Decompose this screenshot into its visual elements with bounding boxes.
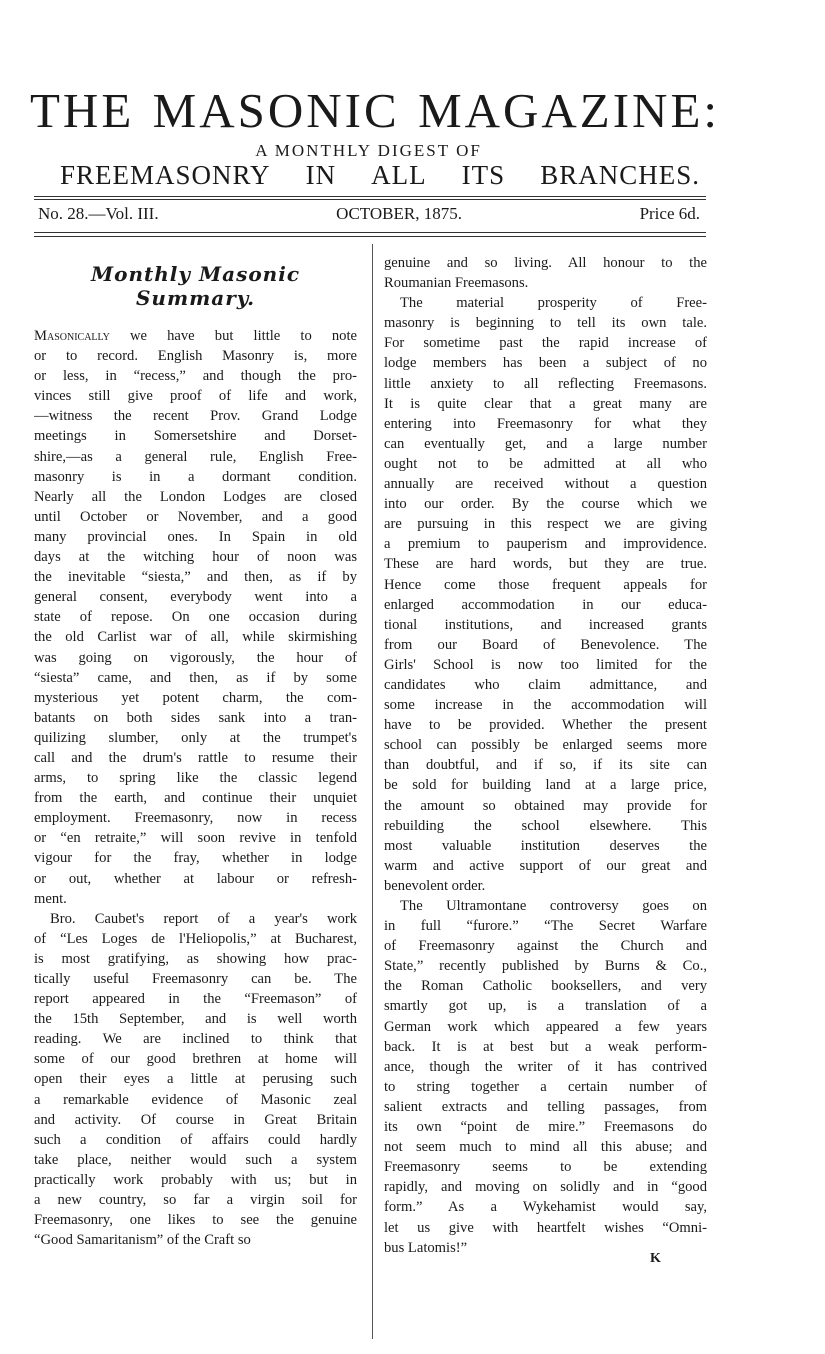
subtitle-word: ITS bbox=[461, 160, 506, 190]
text-line: rebuilding the school elsewhere. This bbox=[384, 817, 707, 834]
text-line: or “en retraite,” will soon revive in tenfold bbox=[34, 830, 357, 847]
text-line: vigour for the fray, whether in lodge bbox=[34, 850, 357, 867]
text-line: smartly got up, is a translation of a bbox=[384, 998, 707, 1015]
text-line: was going on vigorously, the hour of bbox=[34, 649, 357, 666]
masthead-rule-top-double bbox=[34, 199, 706, 200]
text-line: the inevitable “siesta,” and then, as if by bbox=[34, 569, 357, 586]
title-word: THE bbox=[30, 83, 135, 138]
text-line: into our order. By the course which we bbox=[384, 496, 707, 513]
subtitle-word: BRANCHES. bbox=[540, 160, 700, 190]
text-line: from our Board of Benevolence. The bbox=[384, 636, 707, 653]
text-line: the old Carlist war of all, while skirmishing bbox=[34, 629, 357, 646]
text-line: take place, neither would such a system bbox=[34, 1151, 357, 1168]
text-line: “siesta” came, and then, as if by some bbox=[34, 669, 357, 686]
issue-rule-bottom-double bbox=[34, 236, 706, 237]
text-line: school can possibly be enlarged seems more bbox=[384, 737, 707, 754]
text-line: the amount so obtained may provide for bbox=[384, 797, 707, 814]
text-line: or less, in “recess,” and though the pro- bbox=[34, 368, 357, 385]
text-line: entering into Freemasonry for what they bbox=[384, 415, 707, 432]
text-line: open their eyes a little at perusing such bbox=[34, 1071, 357, 1088]
text-line: the 15th September, and is well worth bbox=[34, 1011, 357, 1028]
text-line: German work which appeared a few years bbox=[384, 1018, 707, 1035]
text-line: masonry is in a dormant condition. bbox=[34, 468, 357, 485]
text-line: quilizing slumber, only at the trumpet's bbox=[34, 729, 357, 746]
text-line: or out, whether at labour or refresh- bbox=[34, 870, 357, 887]
title-word: MASONIC bbox=[152, 83, 400, 138]
text-line: some of our good brethren at home will bbox=[34, 1051, 357, 1068]
text-line: be sold for building land at a large price, bbox=[384, 777, 707, 794]
text-line: “Good Samaritanism” of the Craft so bbox=[34, 1232, 251, 1249]
text-line: not seem much to mind all this abuse; and bbox=[384, 1139, 707, 1156]
issue-price: Price 6d. bbox=[639, 204, 700, 223]
text-line: arms, to spring like the classic legend bbox=[34, 770, 357, 787]
text-line: and activity. Of course in Great Britain bbox=[34, 1111, 357, 1128]
text-line: For sometime past the rapid increase of bbox=[384, 335, 707, 352]
issue-rule-bottom bbox=[34, 232, 706, 233]
text-line: rapidly, and moving on solidly and in “good bbox=[384, 1179, 707, 1196]
text-line: ment. bbox=[34, 890, 67, 907]
subtitle-word: FREEMASONRY bbox=[60, 160, 271, 190]
text-line: from the earth, and continue their unquiet bbox=[34, 790, 357, 807]
text-line: a new country, so far a virgin soil for bbox=[34, 1192, 357, 1209]
text-line: are pursuing in this respect we are giving bbox=[384, 516, 707, 533]
text-line: reading. We are inclined to think that bbox=[34, 1031, 357, 1048]
text-line: salient extracts and telling passages, from bbox=[384, 1098, 707, 1115]
text-line: The Ultramontane controversy goes on bbox=[400, 898, 707, 914]
text-line: let us give with heartfelt wishes “Omni- bbox=[384, 1219, 707, 1236]
text-line: State,” recently published by Burns & Co., bbox=[384, 958, 707, 975]
article-signature: K bbox=[650, 1251, 661, 1266]
text-line: These are hard words, but they are true. bbox=[384, 556, 707, 573]
text-line: Freemasonry, one likes to see the genuine bbox=[34, 1212, 357, 1229]
text-line: the Roman Catholic booksellers, and very bbox=[384, 978, 707, 995]
issue-info bbox=[38, 204, 700, 224]
magazine-title bbox=[30, 83, 720, 138]
subtitle-word: IN bbox=[305, 160, 337, 190]
column-divider bbox=[372, 244, 373, 1339]
magazine-subtitle-secondary bbox=[60, 162, 700, 189]
text-line: tically useful Freemasonry can be. The bbox=[34, 971, 357, 987]
text-line: practically work probably with us; but in bbox=[34, 1171, 357, 1188]
text-line: form.” As a Wykehamist would say, bbox=[384, 1199, 707, 1216]
article-left-column bbox=[34, 326, 357, 1250]
text-line: some increase in the accommodation will bbox=[384, 697, 707, 714]
text-line: days at the witching hour of noon was bbox=[34, 549, 357, 566]
text-line: lodge members has been a subject of no bbox=[384, 355, 707, 372]
text-line: Bro. Caubet's report of a year's work bbox=[50, 910, 357, 927]
text-line: a remarkable evidence of Masonic zeal bbox=[34, 1091, 357, 1108]
text-line: tional institutions, and increased grants bbox=[384, 616, 707, 633]
text-line: genuine and so living. All honour to the bbox=[384, 255, 707, 271]
text-line: Hence come those frequent appeals for bbox=[384, 576, 707, 593]
article-title: Monthly Masonic Summary. bbox=[91, 262, 300, 310]
text-line: vinces still give proof of life and work, bbox=[34, 388, 357, 405]
text-line: a premium to pauperism and improvidence. bbox=[384, 536, 707, 553]
text-line: The material prosperity of Free- bbox=[400, 295, 707, 312]
text-line: back. It is at best but a weak perform- bbox=[384, 1038, 707, 1055]
masthead-rule-top bbox=[34, 196, 706, 197]
text-line: of “Les Loges de l'Heliopolis,” at Bucharest, bbox=[34, 930, 357, 947]
issue-number: No. 28.—Vol. III. bbox=[38, 204, 159, 223]
text-line: —witness the recent Prov. Grand Lodge bbox=[34, 408, 357, 425]
text-line: general consent, everybody went into a bbox=[34, 589, 357, 606]
text-line: It is quite clear that a great many are bbox=[384, 395, 707, 412]
text-line: until October or November, and a good bbox=[34, 508, 357, 525]
text-line: is most gratifying, as showing how prac- bbox=[34, 950, 357, 967]
text-line: batants on both sides sank into a tran- bbox=[34, 709, 357, 726]
text-line: can eventually get, and a large number bbox=[384, 435, 707, 452]
text-line: such a condition of affairs could hardly bbox=[34, 1131, 357, 1148]
text-line: call and the drum's rattle to resume their bbox=[34, 749, 357, 766]
text-line: employment. Freemasonry, now in recess bbox=[34, 810, 357, 827]
article-right-column bbox=[384, 253, 707, 1258]
text-line: its own “point de mire.” Freemasons do bbox=[384, 1119, 707, 1136]
magazine-subtitle: A MONTHLY DIGEST OF bbox=[255, 141, 482, 160]
text-line: Girls' School is now too limited for the bbox=[384, 656, 707, 673]
title-word: MAGAZINE: bbox=[418, 83, 720, 138]
text-line: masonry is beginning to tell its own tale. bbox=[384, 315, 707, 332]
text-line: report appeared in the “Freemason” of bbox=[34, 991, 357, 1008]
text-line: have to be provided. Whether the present bbox=[384, 717, 707, 734]
text-line: mysterious yet potent charm, the com- bbox=[34, 689, 357, 706]
text-line: shire,—as a general rule, English Free- bbox=[34, 448, 357, 465]
text-line: most valuable institution deserves the bbox=[384, 837, 707, 854]
text-line: or to record. English Masonry is, more bbox=[34, 348, 357, 365]
text-line: ought not to be admitted at all who bbox=[384, 455, 707, 472]
subtitle-word: ALL bbox=[371, 160, 427, 190]
text-line: to string together a certain number of bbox=[384, 1078, 707, 1095]
text-line: Freemasonry seems to be extending bbox=[384, 1159, 707, 1176]
text-line: warm and active support of our great and bbox=[384, 857, 707, 874]
text-line: state of repose. On one occasion during bbox=[34, 609, 357, 626]
text-line: in full “furore.” “The Secret Warfare bbox=[384, 918, 707, 935]
text-line: ance, though the writer of it has contrived bbox=[384, 1058, 707, 1075]
text-line: of Freemasonry against the Church and bbox=[384, 938, 707, 955]
text-line: many provincial ones. In Spain in old bbox=[34, 528, 357, 545]
issue-date: OCTOBER, 1875. bbox=[336, 204, 462, 223]
text-line: annually are received without a question bbox=[384, 476, 707, 493]
text-line: benevolent order. bbox=[384, 877, 486, 894]
text-line: Roumanian Freemasons. bbox=[384, 275, 529, 292]
text-line: Nearly all the London Lodges are closed bbox=[34, 488, 357, 505]
text-line: bus Latomis!” bbox=[384, 1239, 468, 1256]
text-line: little anxiety to all reflecting Freemasons. bbox=[384, 375, 707, 392]
text-line: candidates who claim admittance, and bbox=[384, 676, 707, 693]
text-line: enlarged accommodation in our educa- bbox=[384, 596, 707, 613]
text-line: than doubtful, and if so, if its site can bbox=[384, 757, 707, 774]
text-line: Masonically we have but little to note bbox=[34, 328, 357, 344]
text-line: meetings in Somersetshire and Dorset- bbox=[34, 428, 357, 445]
